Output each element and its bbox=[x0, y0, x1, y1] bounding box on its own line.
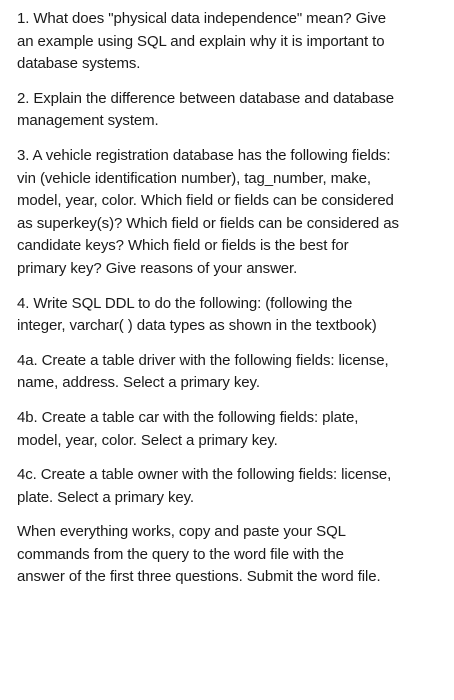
question-4c: 4c. Create a table owner with the following fields: license, plate. Select a primary key. bbox=[17, 466, 392, 506]
submission-instructions: When everything works, copy and paste your SQL commands from the query to the word file with the answer of the first three questions. Submit the word file. bbox=[17, 523, 381, 586]
question-4a: 4a. Create a table driver with the following fields: license, name, address. Select a primary key. bbox=[17, 351, 389, 392]
assignment-document bbox=[17, 8, 449, 601]
question-1: 1. What does "physical data independence" mean? Give an example using SQL and explain why it is important to database systems. bbox=[17, 10, 387, 73]
question-2: 2. Explain the difference between database and database management system. bbox=[17, 89, 395, 130]
question-4: 4. Write SQL DDL to do the following: (following the integer, varchar( ) data types as shown in the textbook) bbox=[17, 294, 377, 335]
question-4b: 4b. Create a table car with the following fields: plate, model, year, color. Select a primary key. bbox=[17, 408, 359, 449]
question-3: 3. A vehicle registration database has the following fields: vin (vehicle identification number), tag_number, make, model, year, color. Which field or fields can be considered as superkey(s)? Which field or fields can be considered as candidate keys? Which field or fields is the best for primary key? Give reasons of your answer. bbox=[17, 146, 399, 277]
